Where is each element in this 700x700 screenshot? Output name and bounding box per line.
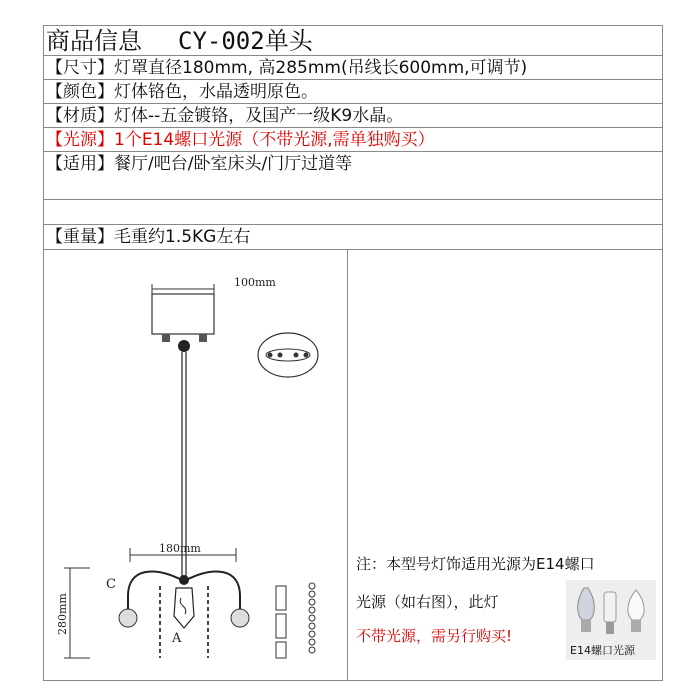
bulb-holder: [174, 588, 194, 628]
title-label: 商品信息: [46, 27, 142, 55]
spec-tag: 【颜色】: [46, 82, 114, 102]
bulb-filament: [180, 598, 186, 614]
crystal-ball-right: [231, 609, 249, 627]
e14-bulb-image: [566, 580, 656, 660]
bulb-caption: E14螺口光源: [570, 644, 635, 657]
spec-value: 毛重约1.5KG左右: [114, 227, 251, 247]
spec-usage: [44, 152, 662, 200]
spec-value: 餐厅/吧台/卧室床头/门厅过道等: [114, 154, 353, 174]
spec-size: [44, 56, 662, 80]
canopy-hub: [178, 340, 190, 352]
spec-value: 灯罩直径180mm, 高285mm(吊线长600mm,可调节): [114, 58, 528, 78]
bulb-illustration: [566, 580, 656, 642]
spec-material: [44, 104, 662, 128]
note-line-1: 注：本型号灯饰适用光源为E14螺口: [356, 555, 595, 573]
product-info-title: [44, 26, 662, 56]
spiral-bulb-icon: [604, 592, 616, 622]
spec-tag: 【材质】: [46, 106, 114, 126]
dimension-drawing: [44, 250, 348, 680]
spec-color: [44, 80, 662, 104]
candle-bulb-icon: [578, 588, 595, 620]
crystal-prism-column: [276, 586, 286, 658]
span-width-label: 180mm: [159, 542, 201, 555]
spec-tag: 【光源】: [46, 130, 114, 150]
drawing-area: [44, 250, 662, 680]
arm-left: [128, 572, 182, 612]
canopy-top-view: [258, 333, 318, 377]
lamp-drawing-svg: [44, 250, 348, 680]
model-number: CY-002单头: [178, 27, 313, 55]
canopy-screw-right: [199, 334, 207, 342]
spec-weight: [44, 225, 662, 250]
crystal-ball-left: [119, 609, 137, 627]
note-line-3: 不带光源，需另行购买!: [356, 627, 513, 645]
spec-tag: 【适用】: [46, 154, 114, 174]
note-line-2: 光源（如右图），此灯: [356, 593, 499, 611]
height-label: 280mm: [56, 593, 69, 635]
canopy-width-label: 100mm: [234, 276, 276, 289]
spec-blank-row: [44, 200, 662, 225]
label-c: C: [106, 577, 116, 592]
canopy-dimension-line: [152, 284, 214, 294]
canopy-screw-left: [162, 334, 170, 342]
spec-tag: 【尺寸】: [46, 58, 114, 78]
spec-tag: 【重量】: [46, 227, 114, 247]
spec-value: 灯体--五金镀铬，及国产一级K9水晶。: [114, 106, 404, 126]
product-info-sheet: [43, 25, 663, 681]
spec-light-source: [44, 128, 662, 152]
canopy-box: [152, 294, 214, 334]
crystal-chain-column: [309, 583, 315, 653]
arm-hub: [179, 575, 189, 585]
light-source-note-panel: [348, 250, 662, 680]
spec-value: 1个E14螺口光源（不带光源,需单独购买）: [114, 130, 435, 150]
spiral-bulb-base: [606, 622, 614, 634]
led-bulb-base: [631, 620, 641, 632]
spec-value: 灯体铬色，水晶透明原色。: [114, 82, 318, 102]
led-bulb-icon: [628, 590, 644, 620]
candle-bulb-base: [581, 620, 591, 632]
label-a: A: [172, 631, 182, 646]
arm-right: [186, 572, 240, 612]
